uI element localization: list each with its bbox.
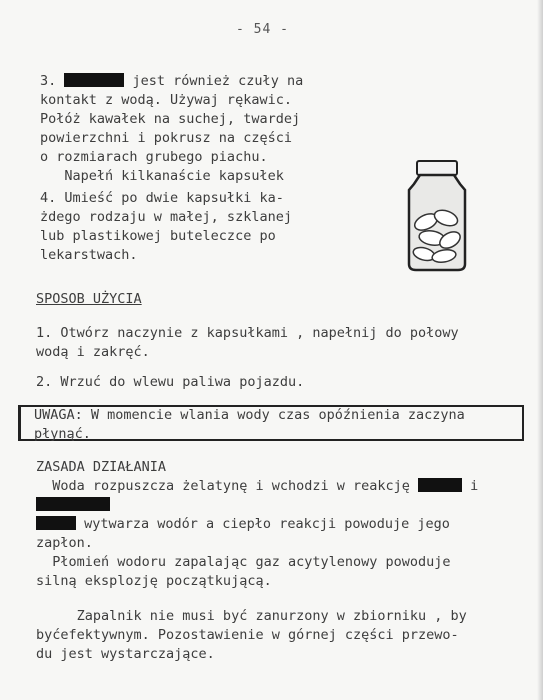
warning-text (34, 406, 465, 444)
item-3-line-1: jest również czuły na (124, 73, 304, 89)
item-3 (40, 72, 303, 186)
principle-line-4: zapłon. (36, 535, 93, 551)
redaction-bar (36, 516, 76, 530)
page-number: - 54 - (236, 22, 289, 37)
item-4-line-4: lekarstwach. (40, 247, 138, 263)
item-3-prefix: 3. (40, 73, 65, 89)
page-edge-shadow (537, 0, 543, 700)
item-4 (40, 189, 292, 265)
warning-line-2: płynąć. (34, 426, 91, 442)
principle-line-1: Woda rozpuszcza żelatynę i wchodzi w reakcję (36, 478, 419, 494)
closing-line-2: byćefektywnym. Pozostawienie w górnej części przewo- (36, 627, 459, 643)
usage-step-2: 2. Wrzuć do wlewu paliwa pojazdu. (36, 374, 305, 390)
closing-line-1: Zapalnik nie musi być zanurzony w zbiorniku , by (36, 608, 467, 624)
item-3-line-4: powierzchni i pokrusz na części (40, 130, 292, 146)
redaction-bar (36, 497, 110, 511)
warning-line-1: UWAGA: W momencie wlania wody czas opóźnienia zaczyna (34, 407, 465, 423)
redaction-bar (418, 478, 462, 492)
item-3-line-6: Napełń kilkanaście kapsułek (40, 168, 284, 184)
principle-line-5: Płomień wodoru zapalając gaz acytylenowy powoduje (36, 554, 451, 570)
usage-step-1 (36, 324, 459, 362)
closing-paragraph (36, 607, 467, 664)
closing-line-3: du jest wystarczające. (36, 646, 215, 662)
item-4-line-3: lub plastikowej buteleczce po (40, 228, 276, 244)
capsule-jar-icon (402, 160, 472, 272)
redaction-bar (64, 73, 124, 87)
principle-line-6: silną eksplozję początkującą. (36, 573, 272, 589)
usage-step-1-line-1: 1. Otwórz naczynie z kapsułkami , napełnij do połowy (36, 325, 459, 341)
principle-heading: ZASADA DZIAŁANIA (36, 459, 167, 475)
item-4-line-1: 4. Umieść po dwie kapsułki ka- (40, 190, 284, 206)
principle-line-1-end: i (462, 478, 479, 494)
usage-step-1-line-2: wodą i zakręć. (36, 344, 150, 360)
principle-line-3: wytwarza wodór a ciepło reakcji powoduje jego (76, 516, 450, 532)
item-3-line-3: Połóż kawałek na suchej, twardej (40, 111, 301, 127)
usage-heading: SPOSOB UŻYCIA (36, 291, 142, 307)
item-3-line-2: kontakt z wodą. Używaj rękawic. (40, 92, 292, 108)
item-4-line-2: żdego rodzaju w małej, szklanej (40, 209, 292, 225)
principle-body (36, 477, 478, 591)
item-3-line-5: o rozmiarach grubego piachu. (40, 149, 268, 165)
